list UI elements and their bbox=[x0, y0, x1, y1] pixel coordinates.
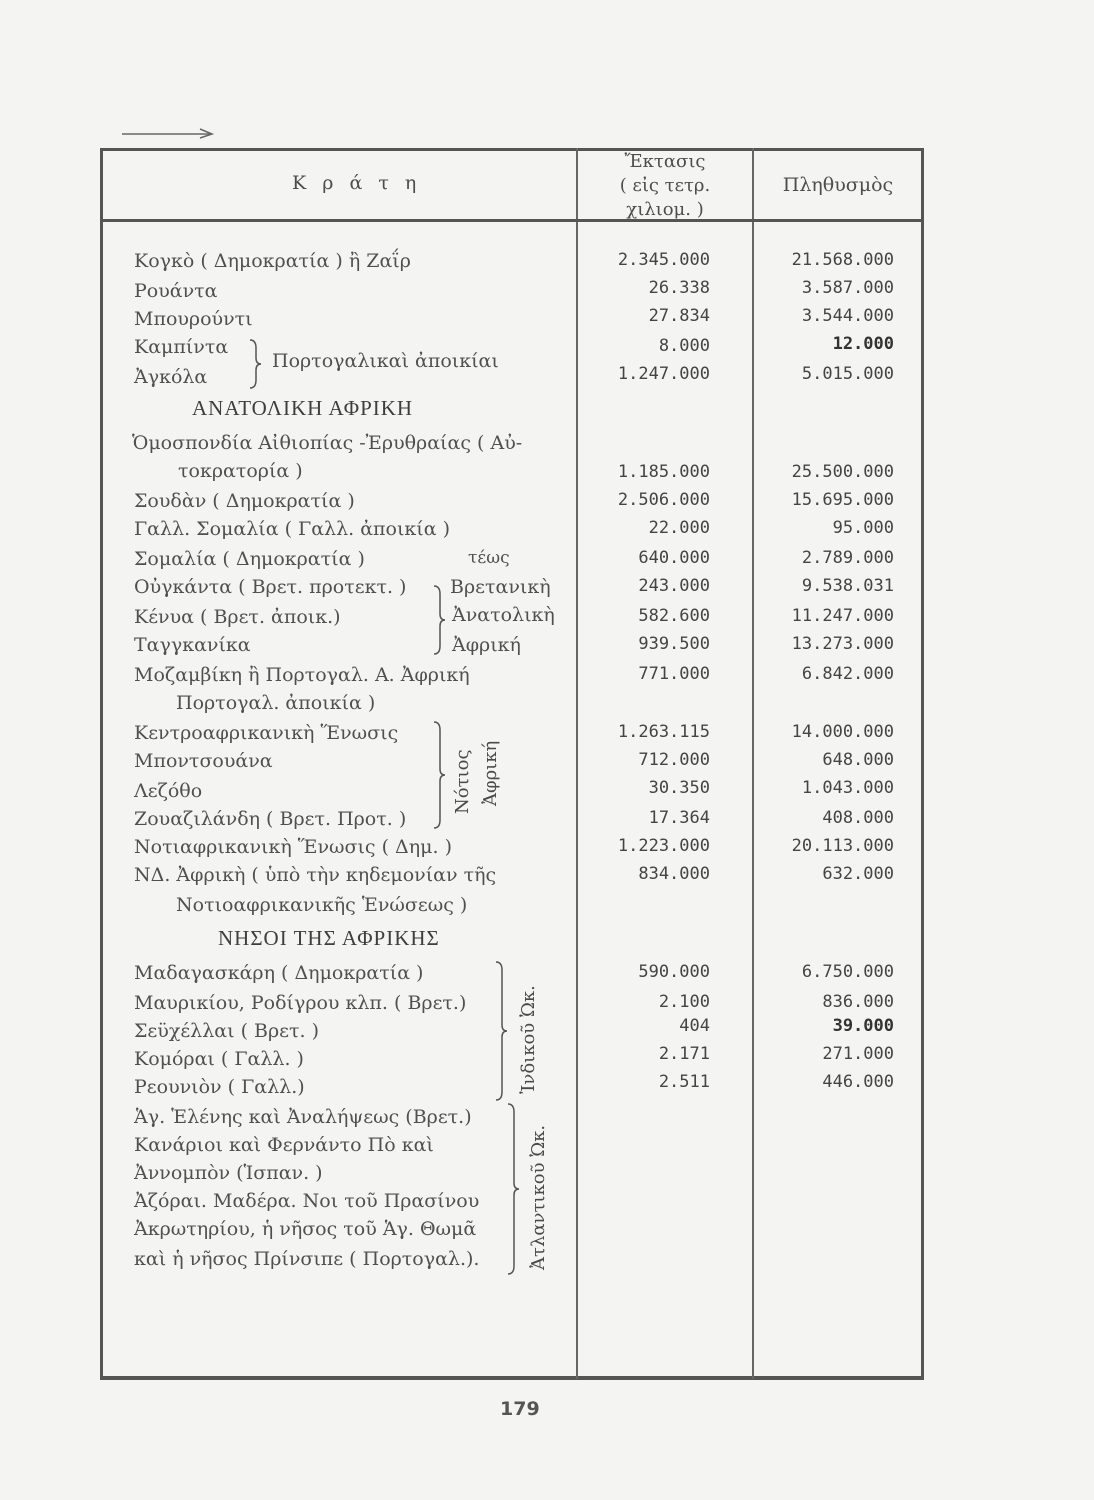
row-area: 26.338 bbox=[648, 278, 710, 298]
row-area: 582.600 bbox=[638, 606, 710, 626]
row-population: 1.043.000 bbox=[801, 778, 894, 798]
row-population: 15.695.000 bbox=[791, 490, 894, 510]
row-population: 3.544.000 bbox=[801, 306, 894, 326]
column-divider bbox=[752, 148, 754, 1379]
row-population: 11.247.000 bbox=[791, 606, 894, 626]
row-name: Μοζαμβίκη ἢ Πορτογαλ. Α. Ἀφρική bbox=[134, 664, 470, 686]
row-area: 712.000 bbox=[638, 750, 710, 770]
south-note-line1: Νότιος bbox=[452, 749, 473, 814]
row-name: Κομόραι ( Γαλλ. ) bbox=[134, 1048, 304, 1070]
brace bbox=[494, 960, 508, 1102]
row-population: 632.000 bbox=[822, 864, 894, 884]
row-name: Μπουρούντι bbox=[134, 308, 253, 330]
atlantic-ocean-note: Ἀτλαντικοῦ Ὠκ. bbox=[528, 1124, 549, 1270]
row-population: 836.000 bbox=[822, 992, 894, 1012]
east-note-line2: Ἀνατολικὴ bbox=[452, 604, 555, 626]
row-area: 27.834 bbox=[648, 306, 710, 326]
row-area: 640.000 bbox=[638, 548, 710, 568]
row-population: 648.000 bbox=[822, 750, 894, 770]
row-name: Ρουάντα bbox=[134, 280, 218, 302]
row-area: 1.185.000 bbox=[617, 462, 710, 482]
row-population: 6.750.000 bbox=[801, 962, 894, 982]
section-title: ΑΝΑΤΟΛΙΚΗ ΑΦΡΙΚΗ bbox=[192, 396, 414, 420]
atlantic-row: Ἀννομπὸν (Ἱσπαν. ) bbox=[134, 1162, 323, 1184]
row-population: 5.015.000 bbox=[801, 364, 894, 384]
brace bbox=[506, 1102, 520, 1276]
indian-ocean-note: Ἰνδικοῦ Ὠκ. bbox=[518, 985, 539, 1094]
portuguese-note: Πορτογαλικαὶ ἀποικίαι bbox=[272, 350, 499, 372]
row-name: Μποντσουάνα bbox=[134, 750, 273, 772]
header-area bbox=[578, 150, 752, 222]
row-population: 9.538.031 bbox=[801, 576, 894, 596]
row-area: 939.500 bbox=[638, 634, 710, 654]
row-area: 2.506.000 bbox=[617, 490, 710, 510]
row-population: 12.000 bbox=[832, 334, 894, 354]
row-area: 2.511 bbox=[658, 1072, 710, 1092]
row-area: 1.223.000 bbox=[617, 836, 710, 856]
row-name: Λεζόθο bbox=[134, 780, 203, 802]
row-area: 404 bbox=[679, 1016, 710, 1036]
row-population: 6.842.000 bbox=[801, 664, 894, 684]
page-number: 179 bbox=[500, 1398, 540, 1420]
row-name: Ζουαζιλάνδη ( Βρετ. Προτ. ) bbox=[134, 808, 407, 830]
row-name-continued: Νοτιοαφρικανικῆς Ἑνώσεως ) bbox=[176, 894, 468, 916]
row-name: Γαλλ. Σομαλία ( Γαλλ. ἀποικία ) bbox=[134, 518, 451, 540]
header-area-line3: χιλιομ. ) bbox=[626, 199, 704, 220]
row-area: 1.263.115 bbox=[617, 722, 710, 742]
row-area: 771.000 bbox=[638, 664, 710, 684]
row-population: 20.113.000 bbox=[791, 836, 894, 856]
row-population: 2.789.000 bbox=[801, 548, 894, 568]
row-name: ΝΔ. Ἀφρικὴ ( ὑπὸ τὴν κηδεμονίαν τῆς bbox=[134, 864, 497, 886]
row-name: Ὁμοσπονδία Αἰθιοπίας -Ἐρυθραίας ( Αὐ- bbox=[132, 432, 523, 454]
row-population: 14.000.000 bbox=[791, 722, 894, 742]
row-name: Κένυα ( Βρετ. ἀποικ.) bbox=[134, 606, 341, 628]
row-area: 22.000 bbox=[648, 518, 710, 538]
section-title: ΝΗΣΟΙ ΤΗΣ ΑΦΡΙΚΗΣ bbox=[218, 926, 440, 950]
row-name: Ἀγκόλα bbox=[134, 366, 208, 388]
row-name-continued: Πορτογαλ. ἀποικία ) bbox=[176, 692, 376, 714]
header-divider bbox=[100, 219, 924, 222]
row-name: Ρεουνιὸν ( Γαλλ.) bbox=[134, 1076, 305, 1098]
row-name: Κογκὸ ( Δημοκρατία ) ἢ Ζαΐρ bbox=[134, 250, 411, 272]
row-name: Μαυρικίου, Ροδίγρου κλπ. ( Βρετ.) bbox=[134, 992, 467, 1014]
row-area: 590.000 bbox=[638, 962, 710, 982]
row-name: Καμπίντα bbox=[134, 336, 229, 358]
atlantic-row: Ἀκρωτηρίου, ἡ νῆσος τοῦ Ἁγ. Θωμᾶ bbox=[134, 1218, 477, 1240]
row-area: 1.247.000 bbox=[617, 364, 710, 384]
row-name: Σουδὰν ( Δημοκρατία ) bbox=[134, 490, 355, 512]
atlantic-row: Κανάριοι καὶ Φερνάντο Πὸ καὶ bbox=[134, 1134, 434, 1156]
brace bbox=[432, 584, 446, 656]
row-population: 3.587.000 bbox=[801, 278, 894, 298]
east-note-line3: Ἀφρική bbox=[452, 634, 521, 656]
row-population: 13.273.000 bbox=[791, 634, 894, 654]
brace bbox=[432, 720, 446, 830]
row-population: 25.500.000 bbox=[791, 462, 894, 482]
atlantic-row: Ἁγ. Ἑλένης καὶ Ἀναλήψεως (Βρετ.) bbox=[134, 1106, 472, 1128]
east-note-teos: τέως bbox=[468, 548, 510, 568]
row-population: 95.000 bbox=[832, 518, 894, 538]
row-area: 2.100 bbox=[658, 992, 710, 1012]
brace bbox=[248, 338, 262, 390]
row-population: 271.000 bbox=[822, 1044, 894, 1064]
row-name: Σομαλία ( Δημοκρατία ) bbox=[134, 548, 365, 570]
header-area-line2: ( εἰς τετρ. bbox=[619, 175, 711, 196]
row-name: Νοτιαφρικανικὴ Ἕνωσις ( Δημ. ) bbox=[134, 836, 452, 858]
atlantic-row: καὶ ἡ νῆσος Πρίνσιπε ( Πορτογαλ.). bbox=[134, 1248, 480, 1270]
row-area: 2.345.000 bbox=[617, 250, 710, 270]
atlantic-row: Ἀζόραι. Μαδέρα. Νοι τοῦ Πρασίνου bbox=[134, 1190, 480, 1212]
header-states: Κ ρ ά τ η bbox=[292, 172, 422, 194]
row-area: 2.171 bbox=[658, 1044, 710, 1064]
row-name: Σεϋχέλλαι ( Βρετ. ) bbox=[134, 1020, 320, 1042]
row-name-continued: τοκρατορία ) bbox=[178, 460, 303, 482]
row-name: Κεντροαφρικανικὴ Ἕνωσις bbox=[134, 722, 399, 744]
row-area: 8.000 bbox=[658, 336, 710, 356]
row-population: 39.000 bbox=[832, 1016, 894, 1036]
row-area: 834.000 bbox=[638, 864, 710, 884]
row-area: 17.364 bbox=[648, 808, 710, 828]
east-note-line1: Βρετανικὴ bbox=[450, 576, 551, 598]
arrow-icon bbox=[122, 124, 214, 140]
row-population: 408.000 bbox=[822, 808, 894, 828]
row-name: Οὐγκάντα ( Βρετ. προτεκτ. ) bbox=[134, 576, 407, 598]
header-area-line1: Ἔκτασις bbox=[624, 151, 706, 172]
row-population: 446.000 bbox=[822, 1072, 894, 1092]
column-divider bbox=[576, 148, 578, 1379]
row-area: 243.000 bbox=[638, 576, 710, 596]
header-population: Πληθυσμὸς bbox=[782, 174, 894, 196]
row-name: Ταγγκανίκα bbox=[134, 634, 251, 656]
row-population: 21.568.000 bbox=[791, 250, 894, 270]
row-name: Μαδαγασκάρη ( Δημοκρατία ) bbox=[134, 962, 424, 984]
row-area: 30.350 bbox=[648, 778, 710, 798]
south-note-line2: Ἀφρική bbox=[480, 740, 501, 806]
